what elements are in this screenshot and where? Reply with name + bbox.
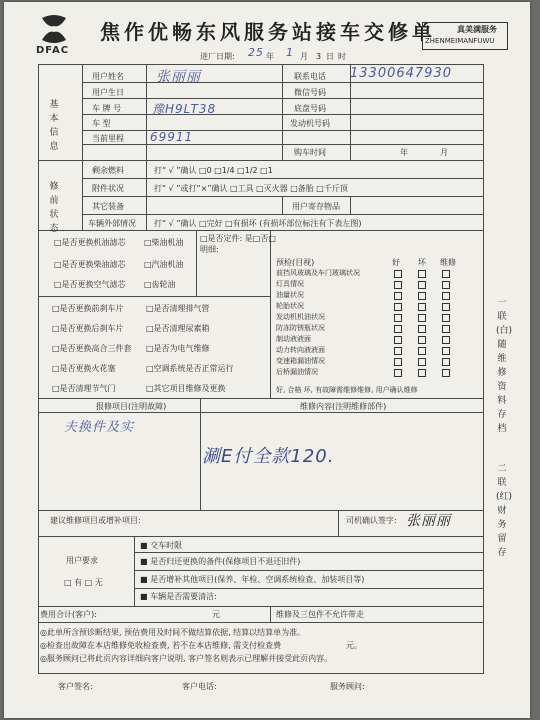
inspection-checkbox[interactable]	[442, 303, 450, 311]
inspection-checkbox[interactable]	[394, 369, 402, 377]
appearance-options: 打“ √ ”确认 □完好 □有损坏 (有损坏部位标注有下表左图)	[154, 219, 362, 228]
inspection-item-label: 发动机机油状况	[276, 313, 325, 321]
inspection-checkbox[interactable]	[394, 281, 402, 289]
date-label: 进厂日期:	[200, 52, 235, 61]
inspection-item-label: 制动液液面	[276, 335, 311, 343]
date-day: 3	[316, 52, 322, 61]
inspection-checkbox[interactable]	[394, 347, 402, 355]
inspection-checkbox[interactable]	[394, 292, 402, 300]
fuel-options: 打“ √ ”确认 □0 □1/4 □1/2 □1	[154, 166, 273, 175]
inspection-checkbox[interactable]	[418, 292, 426, 300]
inspection-row	[276, 367, 476, 378]
inspection-checkbox[interactable]	[442, 325, 450, 333]
precheck-label: 修前状态	[49, 182, 59, 234]
owner-name-value: 张丽丽	[156, 69, 201, 85]
inspection-checkbox[interactable]	[394, 270, 402, 278]
inspection-row	[276, 356, 476, 367]
inspection-checkbox[interactable]	[418, 336, 426, 344]
inspection-checkbox[interactable]	[418, 303, 426, 311]
inspection-checkbox[interactable]	[442, 336, 450, 344]
brand-stamp: 真美满服务 ZHENMEIMANFUWU	[422, 22, 508, 50]
inspection-checkbox[interactable]	[418, 270, 426, 278]
plate-value: 豫H9LT38	[152, 102, 217, 116]
basic-info-label: 基本信息	[49, 100, 59, 152]
inspection-checkbox[interactable]	[442, 347, 450, 355]
inspection-row	[276, 268, 476, 279]
inspection-note: 好, 合格 坏, 有故障需维修维修, 用户确认维修	[276, 386, 418, 394]
inspection-row	[276, 301, 476, 312]
inspection-checkbox[interactable]	[394, 336, 402, 344]
inspection-checkbox[interactable]	[418, 347, 426, 355]
dfac-logo	[34, 14, 74, 60]
inspection-row	[276, 279, 476, 290]
inspection-row	[276, 323, 476, 334]
inspection-item-label: 前挡风玻璃及车门玻璃状况	[276, 269, 360, 277]
inspection-checkbox[interactable]	[442, 314, 450, 322]
inspection-item-label: 灯具情况	[276, 280, 304, 288]
date-year: 25	[248, 46, 264, 59]
inspection-row	[276, 345, 476, 356]
inspection-row	[276, 334, 476, 345]
inspection-checkbox[interactable]	[442, 270, 450, 278]
inspection-item-label: 防冻防锈瓶状况	[276, 324, 325, 332]
repair-content-value: 涮E付全款120.	[202, 446, 335, 467]
inspection-title: 预检(目视)	[276, 258, 315, 267]
fault-value: 夫换件及实	[64, 420, 135, 435]
inspection-row	[276, 312, 476, 323]
inspection-item-label: 后桥漏油情况	[276, 368, 318, 376]
inspection-item-label: 动力转向液液面	[276, 346, 325, 354]
form-title: 焦作优畅东风服务站接车交修单	[100, 20, 436, 44]
inspection-checkbox[interactable]	[418, 325, 426, 333]
mileage-value: 69911	[150, 130, 194, 144]
inspection-checkbox[interactable]	[418, 314, 426, 322]
copy2-side-label: 二联(红)财务留存	[496, 464, 513, 558]
date-month: 1	[286, 46, 294, 59]
logo-text: DFAC	[36, 45, 70, 56]
inspection-item-label: 油量状况	[276, 291, 304, 299]
dongfeng-emblem-icon	[34, 14, 74, 44]
repair-order-form: DFAC 焦作优畅东风服务站接车交修单 真美满服务 ZHENMEIMANFUWU 进厂日期: 25 年 1 月 3 日 时 基本信息 用户姓名 张丽丽 用户生日 车 牌 号 豫H9LT38 车 型 当前里程 69911 联系电话 13300647930 微信号码 底盘号码 发动机号码 购车时间 年 月 修前状态 剩余燃料 打“ √ ”确认 □0 □1/4 □1/2 □1 附件状况 打“ √ ”或打“×”确认 □工具 □灭火器 □备胎 □千斤顶 其它装备 用户寄存物品 车辆外部情况 打“ √ ”确认 □完好 □有损坏 (有损坏部位标注有下表左图) □是否更换机油滤芯 □是否更换柴油滤芯 □是否更换空气滤芯 □柴油机油 □汽油机油 □齿轮油 □是否定件: 是□否□ 明细: □是否更换前刹车片 □是否清理排气管 □是否更换后刹车片 □是否清理尿素箱 □是否更换高合三件套 □是否为电气维修 □是否更换火花塞 □空调系统是否正常运行 □是否清理节气门 □其它项目维修及更换 预检(目视) 好 坏 维修 前挡风玻璃及车门玻璃状况 灯具情况 油量状况 轮胎状况 发动机机油状况 防冻防锈瓶状况 制动液液面 动力转向液液面 变速箱漏油情况 后桥漏油情况 好, 合格 坏, 有故障需维修维修, 用户确认维修 报修项目(注明故障) 维修内容(注明维修部件) 夫换件及实 涮E付全款120. 建议维修项目或增补项目: 司机确认签字: 张丽丽 用户要求 □ 有 □ 无 ■ 交车时限 ■ 是否归还更换的备件(保修项目不退还旧件) ■ 是否增补其他项目(保养、年检、空调系统检查、加装项目等) ■ 车辆是否需要清洁: 费用合计(客户): 元 维修及三包件不允许带走 ◎此单所含预诊断结果, 预估费用及时间不做结算依据, 结算以结算单为准。 ◎检查出故障在本店维修免收检查费, 若不在本店维修, 需支付检查费 元。 ◎服务顾问已将此页内容详细向客户说明, 客户签名则表示已理解并接受此页内容。 客户签名: 客户电话: 服务顾问: 一联(白)随维修资料存档 二联(红)财务留存	[4, 2, 530, 718]
inspection-checkbox[interactable]	[442, 358, 450, 366]
inspection-checkbox[interactable]	[394, 358, 402, 366]
inspection-checkbox[interactable]	[394, 314, 402, 322]
inspection-checkbox[interactable]	[394, 303, 402, 311]
copy1-side-label: 一联(白)随维修资料存档	[496, 298, 513, 434]
inspection-item-label: 轮胎状况	[276, 302, 304, 310]
inspection-checkbox[interactable]	[442, 369, 450, 377]
inspection-row	[276, 290, 476, 301]
inspection-checkbox[interactable]	[442, 292, 450, 300]
inspection-checkbox[interactable]	[418, 369, 426, 377]
driver-signature: 张丽丽	[406, 513, 451, 529]
phone-value: 13300647930	[350, 66, 452, 81]
inspection-item-label: 变速箱漏油情况	[276, 357, 325, 365]
accessory-options: 打“ √ ”或打“×”确认 □工具 □灭火器 □备胎 □千斤顶	[154, 184, 348, 193]
inspection-checkbox[interactable]	[418, 281, 426, 289]
inspection-checkbox[interactable]	[418, 358, 426, 366]
inspection-checkbox[interactable]	[442, 281, 450, 289]
inspection-checkbox[interactable]	[394, 325, 402, 333]
